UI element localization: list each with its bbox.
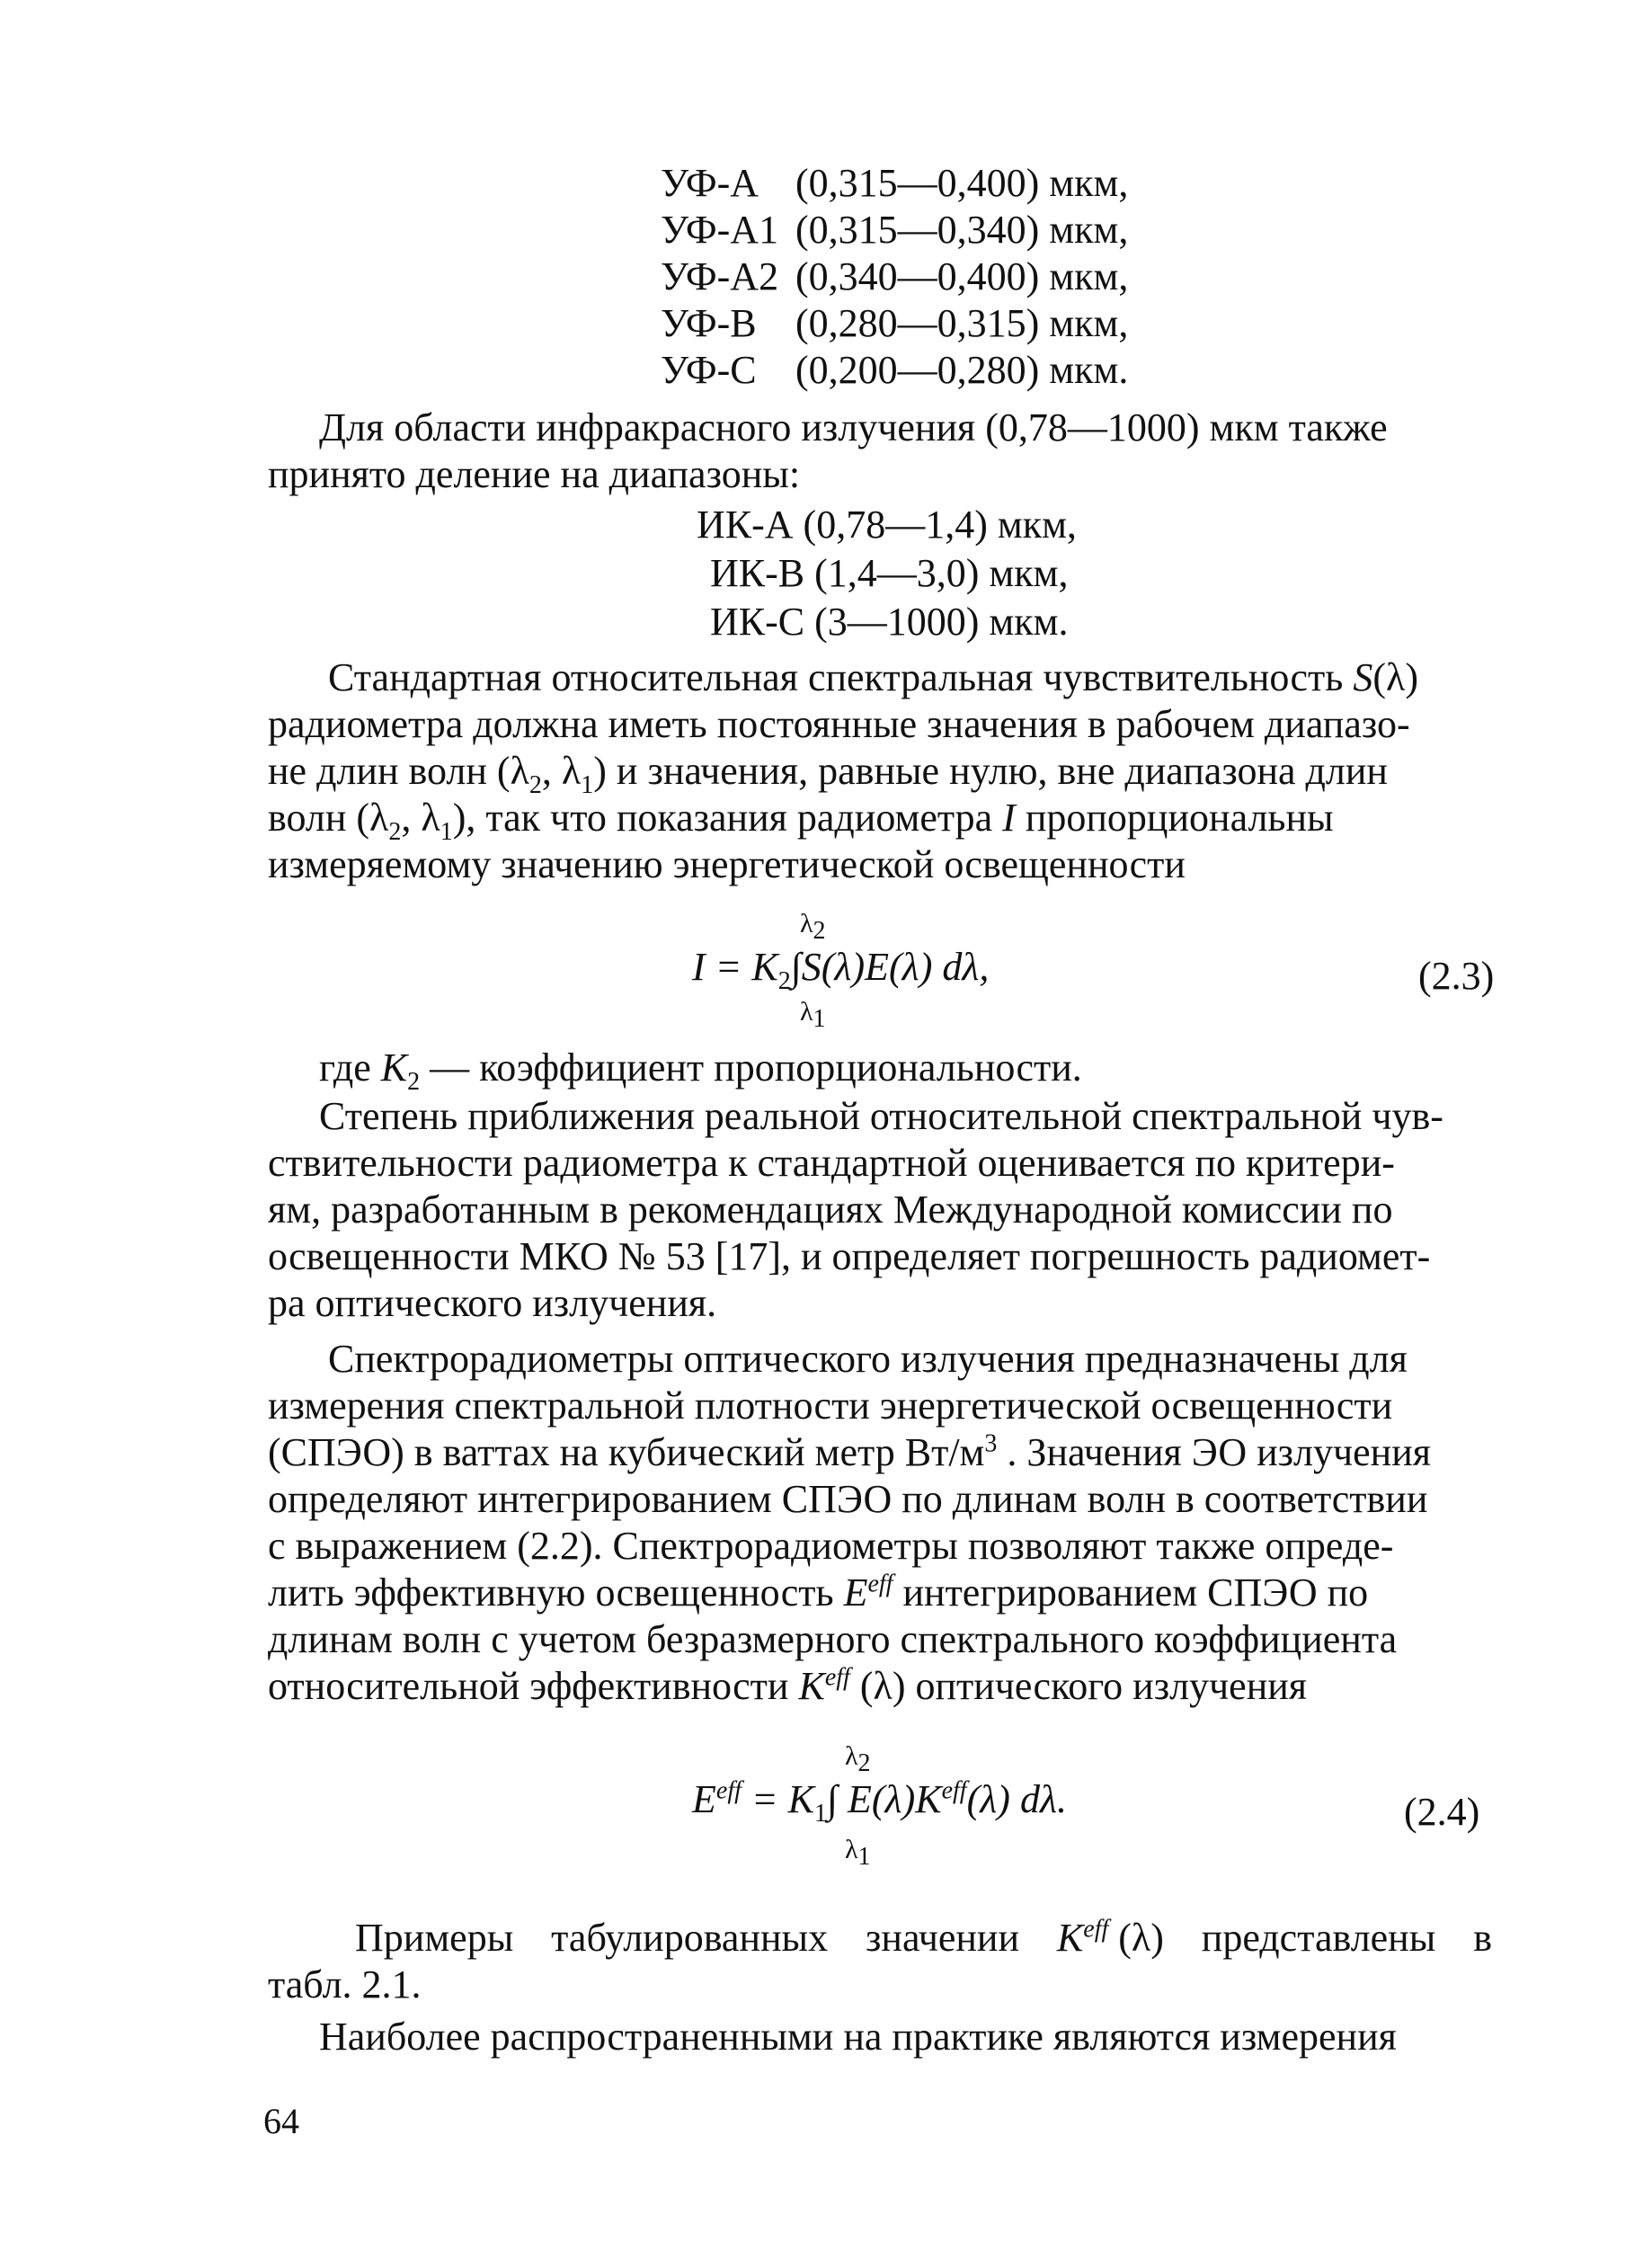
paragraph-line: измеряемому значению энергетической освещенности xyxy=(268,842,1186,886)
uv-range-value: (0,315—0,340) мкм, xyxy=(795,208,1129,252)
uv-range-value: (0,200—0,280) мкм. xyxy=(795,348,1129,392)
text-span: значении xyxy=(866,1916,1020,1960)
paragraph-line: Спектрорадиометры оптического излучения предназначены для xyxy=(328,1337,1408,1381)
subscript: 1 xyxy=(813,1005,826,1033)
paragraph-line xyxy=(319,1045,1082,1096)
text-span: в xyxy=(1473,1916,1492,1960)
superscript: eff xyxy=(941,1776,967,1805)
text-span: представлены xyxy=(1201,1916,1436,1960)
integral-lower-limit xyxy=(845,1835,871,1871)
paragraph-line: длинам волн с учетом безразмерного спектрального коэффициента xyxy=(268,1617,1398,1661)
lambda: λ xyxy=(800,909,813,939)
integral-sign: ∫ xyxy=(790,945,802,989)
paragraph-line: ра оптического излучения. xyxy=(268,1281,717,1325)
text-span: (λ) xyxy=(1108,1916,1164,1960)
paragraph-line: Наиболее распространенными на практике являются измерения xyxy=(319,2015,1397,2059)
k-eff-expression xyxy=(1057,1915,1164,1962)
text-span: Стандартная относительная спектральная чувствительность xyxy=(328,655,1354,699)
text-span: где xyxy=(319,1045,381,1090)
uv-range-value: (0,280—0,315) мкм, xyxy=(795,301,1129,345)
uv-range-row xyxy=(661,254,1128,300)
page-number: 64 xyxy=(263,2101,299,2141)
integral-lower-limit xyxy=(800,997,826,1033)
subscript: 2 xyxy=(777,966,791,995)
integral-upper-limit xyxy=(800,909,826,945)
paragraph-line: Степень приближения реальной относительной спектральной чув- xyxy=(319,1094,1443,1138)
superscript: 3 xyxy=(984,1429,998,1458)
uv-range-row xyxy=(661,160,1128,207)
superscript: eff xyxy=(867,1570,893,1598)
lambda: λ xyxy=(845,1741,858,1771)
text-span: табулированных xyxy=(551,1916,829,1960)
text-span: , λ xyxy=(401,796,440,840)
uv-range-name: УФ-В xyxy=(661,301,757,345)
symbol-i: I xyxy=(1002,796,1016,840)
paragraph-line xyxy=(268,795,1334,846)
subscript: 2 xyxy=(813,917,826,945)
text-span: лить эффективную освещенность xyxy=(268,1570,844,1615)
equation-number: (2.4) xyxy=(1404,1790,1480,1834)
text-span: . Значения ЭО излучения xyxy=(997,1430,1431,1474)
paragraph-line xyxy=(268,748,1388,799)
text-span: ) и значения, равные нулю, вне диапазона длин xyxy=(593,749,1388,793)
equation-equals: = K xyxy=(741,1777,814,1821)
text-span: (λ) оптического излучения xyxy=(849,1664,1308,1708)
text-span: ), так что показания радиометра xyxy=(452,796,1003,840)
text-span: пропорциональны xyxy=(1015,796,1334,840)
text-span: Примеры xyxy=(355,1916,514,1960)
equation-rhs: E(λ)K xyxy=(838,1777,942,1821)
paragraph-line: с выражением (2.2). Спектрорадиометры позволяют также опреде- xyxy=(268,1524,1394,1568)
uv-range-value: (0,315—0,400) мкм, xyxy=(795,161,1129,205)
uv-range-row xyxy=(661,347,1128,394)
equation-lhs: I = K xyxy=(692,945,778,989)
integral-sign: ∫ xyxy=(826,1777,838,1821)
uv-range-name: УФ-А1 xyxy=(661,208,779,252)
text-span: (λ) xyxy=(1372,655,1418,699)
equation-body xyxy=(692,944,990,995)
text-span: не длин волн (λ xyxy=(268,749,529,793)
uv-range-row xyxy=(661,300,1128,347)
lambda: λ xyxy=(845,1835,858,1864)
superscript: eff xyxy=(1083,1915,1109,1944)
paragraph-line: измерения спектральной плотности энергетической освещенности xyxy=(268,1383,1393,1428)
equation-number: (2.3) xyxy=(1418,954,1495,998)
superscript: eff xyxy=(715,1776,742,1805)
ir-range-row: ИК-С (3—1000) мкм. xyxy=(710,600,1069,644)
symbol-k: K xyxy=(798,1664,825,1708)
paragraph-line xyxy=(355,1915,1492,1962)
equation-body xyxy=(692,1776,1068,1828)
uv-range-name: УФ-А xyxy=(661,161,759,205)
paragraph-line xyxy=(268,1429,1431,1476)
uv-range-value: (0,340—0,400) мкм, xyxy=(795,254,1129,298)
subscript: 1 xyxy=(440,817,453,846)
text-span: — коэффициент пропорциональности. xyxy=(420,1045,1082,1090)
equation-rhs: S(λ)E(λ) dλ, xyxy=(801,945,990,989)
ir-intro-line: принято деление на диапазоны: xyxy=(268,452,801,496)
subscript: 1 xyxy=(813,1799,827,1828)
subscript: 1 xyxy=(581,770,594,799)
text-span: , λ xyxy=(541,749,582,793)
uv-range-row xyxy=(661,207,1128,254)
paragraph-line xyxy=(328,654,1418,701)
paragraph-line: ям, разработанным в рекомендациях Международной комиссии по xyxy=(268,1188,1393,1232)
lambda: λ xyxy=(800,997,813,1027)
paragraph-line: табл. 2.1. xyxy=(268,1962,422,2006)
ir-range-row: ИК-А (0,78—1,4) мкм, xyxy=(697,503,1077,547)
ir-range-row: ИК-В (1,4—3,0) мкм, xyxy=(710,551,1069,595)
paragraph-line: радиометра должна иметь постоянные значения в рабочем диапазо- xyxy=(268,702,1410,746)
integral-upper-limit xyxy=(845,1741,871,1777)
text-span: интегрированием СПЭО по xyxy=(893,1570,1369,1615)
paragraph-line xyxy=(268,1663,1307,1710)
subscript: 2 xyxy=(857,1749,871,1777)
paragraph-line: определяют интегрированием СПЭО по длинам волн в соответствии xyxy=(268,1477,1428,1521)
symbol-k: K xyxy=(380,1045,408,1090)
subscript: 1 xyxy=(857,1843,871,1871)
subscript: 2 xyxy=(388,817,402,846)
subscript: 2 xyxy=(528,770,542,799)
equation-lhs: E xyxy=(692,1777,716,1821)
text-span: (СПЭО) в ваттах на кубический метр Вт/м xyxy=(268,1430,985,1474)
superscript: eff xyxy=(824,1663,850,1692)
symbol-k: K xyxy=(1056,1916,1084,1960)
ir-intro-line: Для области инфракрасного излучения (0,78—1000) мкм также xyxy=(319,405,1388,449)
subscript: 2 xyxy=(407,1067,421,1096)
uv-range-name: УФ-А2 xyxy=(661,254,779,298)
paragraph-line: освещенности МКО № 53 [17], и определяет погрешность радиомет- xyxy=(268,1234,1431,1278)
symbol-s: S xyxy=(1353,655,1373,699)
text-span: волн (λ xyxy=(268,796,389,840)
equation-rhs: (λ) dλ. xyxy=(966,1777,1068,1821)
symbol-e: E xyxy=(843,1570,868,1615)
uv-range-name: УФ-С xyxy=(661,348,757,392)
paragraph-line xyxy=(268,1570,1368,1616)
text-span: относительной эффективности xyxy=(268,1664,799,1708)
paragraph-line: ствительности радиометра к стандартной оценивается по критери- xyxy=(268,1141,1395,1185)
